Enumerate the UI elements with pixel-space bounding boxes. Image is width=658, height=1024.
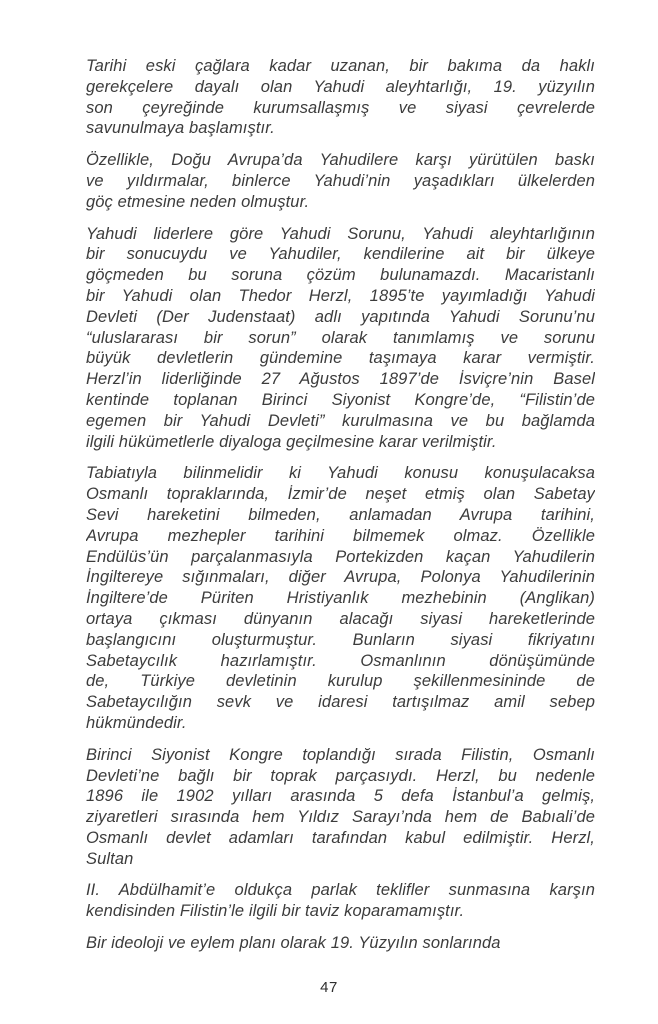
text-line: Bir ideoloji ve eylem planı olarak 19. Yüzyılın sonlarında bbox=[86, 934, 501, 953]
text-line: Sabetaycılık hazırlamıştır. Osmanlının dönüşümünde bbox=[86, 651, 595, 670]
text-line: egemen bir Yahudi Devleti” kurulmasına ve bu bağlamda bbox=[86, 411, 595, 430]
text-line: II. Abdülhamit’e oldukça parlak teklifler sunmasına karşın bbox=[86, 881, 595, 900]
text-line: savunulmaya başlamıştır. bbox=[86, 119, 275, 138]
text-line: Sultan bbox=[86, 849, 134, 868]
text-line: de, Türkiye devletinin kurulup şekillenmesininde de bbox=[86, 672, 595, 691]
paragraph bbox=[86, 150, 595, 212]
text-line: Osmanlı devlet adamları tarafından kabul edilmiştir. Herzl, bbox=[86, 828, 595, 847]
text-line: Devleti (Der Judenstaat) adlı yapıtında Yahudi Sorunu’nu bbox=[86, 307, 595, 326]
text-line: kendisinden Filistin’le ilgili bir taviz koparamamıştır. bbox=[86, 902, 465, 921]
text-line: hükmündedir. bbox=[86, 713, 187, 732]
text-line: büyük devletlerin gündemine taşımaya karar vermiştir. bbox=[86, 349, 595, 368]
text-line: İngiltereye sığınmaları, diğer Avrupa, Polonya Yahudilerinin bbox=[86, 568, 595, 587]
text-line: Endülüs’ün parçalanmasıyla Portekizden kaçan Yahudilerin bbox=[86, 547, 595, 566]
text-line: ortaya çıkması dünyanın alacağı siyasi hareketlerinde bbox=[86, 609, 595, 628]
paragraph bbox=[86, 745, 595, 870]
text-line: ziyaretleri sırasında hem Yıldız Sarayı’nda hem de Babıali’de bbox=[86, 808, 595, 827]
text-line: bir Yahudi olan Thedor Herzl, 1895’te yayımladığı Yahudi bbox=[86, 286, 595, 305]
text-line: Sevi hareketini bilmeden, anlamadan Avrupa tarihini, bbox=[86, 505, 595, 524]
text-line: Yahudi liderlere göre Yahudi Sorunu, Yahudi aleyhtarlığının bbox=[86, 224, 595, 243]
text-line: bir sonucuydu ve Yahudiler, kendilerine ait bir ülkeye bbox=[86, 245, 595, 264]
text-line: son çeyreğinde kurumsallaşmış ve siyasi çevrelerde bbox=[86, 98, 595, 117]
page-number: 47 bbox=[320, 979, 338, 996]
text-line: Özellikle, Doğu Avrupa’da Yahudilere karşı yürütülen baskı bbox=[86, 151, 595, 170]
paragraph bbox=[86, 224, 595, 453]
text-line: kentinde toplanan Birinci Siyonist Kongre’de, “Filistin’de bbox=[86, 390, 595, 409]
text-line: Birinci Siyonist Kongre toplandığı sırada Filistin, Osmanlı bbox=[86, 745, 595, 764]
text-line: Devleti’ne bağlı bir toprak parçasıydı. Herzl, bu nedenle bbox=[86, 766, 595, 785]
text-line: Tabiatıyla bilinmelidir ki Yahudi konusu konuşulacaksa bbox=[86, 464, 595, 483]
text-line: 1896 ile 1902 yılları arasında 5 defa İstanbul’a gelmiş, bbox=[86, 787, 595, 806]
paragraph bbox=[86, 933, 595, 954]
text-line: ilgili hükümetlerle diyaloga geçilmesine karar verilmiştir. bbox=[86, 432, 497, 451]
text-line: Avrupa mezhepler tarihini bilmemek olmaz. Özellikle bbox=[86, 526, 595, 545]
text-line: başlangıcını oluşturmuştur. Bunların siyasi fikriyatını bbox=[86, 630, 595, 649]
text-line: gerekçelere dayalı olan Yahudi aleyhtarlığı, 19. yüzyılın bbox=[86, 77, 595, 96]
text-line: Tarihi eski çağlara kadar uzanan, bir bakıma da haklı bbox=[86, 57, 595, 75]
text-line: İngiltere’de Püriten Hristiyanlık mezhebinin (Anglikan) bbox=[86, 589, 595, 608]
text-line: göçmeden bu soruna çözüm bulunamazdı. Macaristanlı bbox=[86, 266, 595, 285]
page-text bbox=[86, 56, 595, 965]
text-line: Sabetaycılığın sevk ve idaresi tartışılmaz amil sebep bbox=[86, 693, 595, 712]
text-line: Herzl’in liderliğinde 27 Ağustos 1897’de İsviçre’nin Basel bbox=[86, 370, 595, 389]
paragraph bbox=[86, 880, 595, 922]
paragraph bbox=[86, 463, 595, 733]
text-line: ve yıldırmalar, binlerce Yahudi’nin yaşadıkları ülkelerden bbox=[86, 171, 595, 190]
text-line: göç etmesine neden olmuştur. bbox=[86, 192, 310, 211]
text-line: Osmanlı topraklarında, İzmir’de neşet etmiş olan Sabetay bbox=[86, 485, 595, 504]
paragraph bbox=[86, 56, 595, 139]
text-line: “uluslararası bir sorun” olarak tanımlamış ve sorunu bbox=[86, 328, 595, 347]
